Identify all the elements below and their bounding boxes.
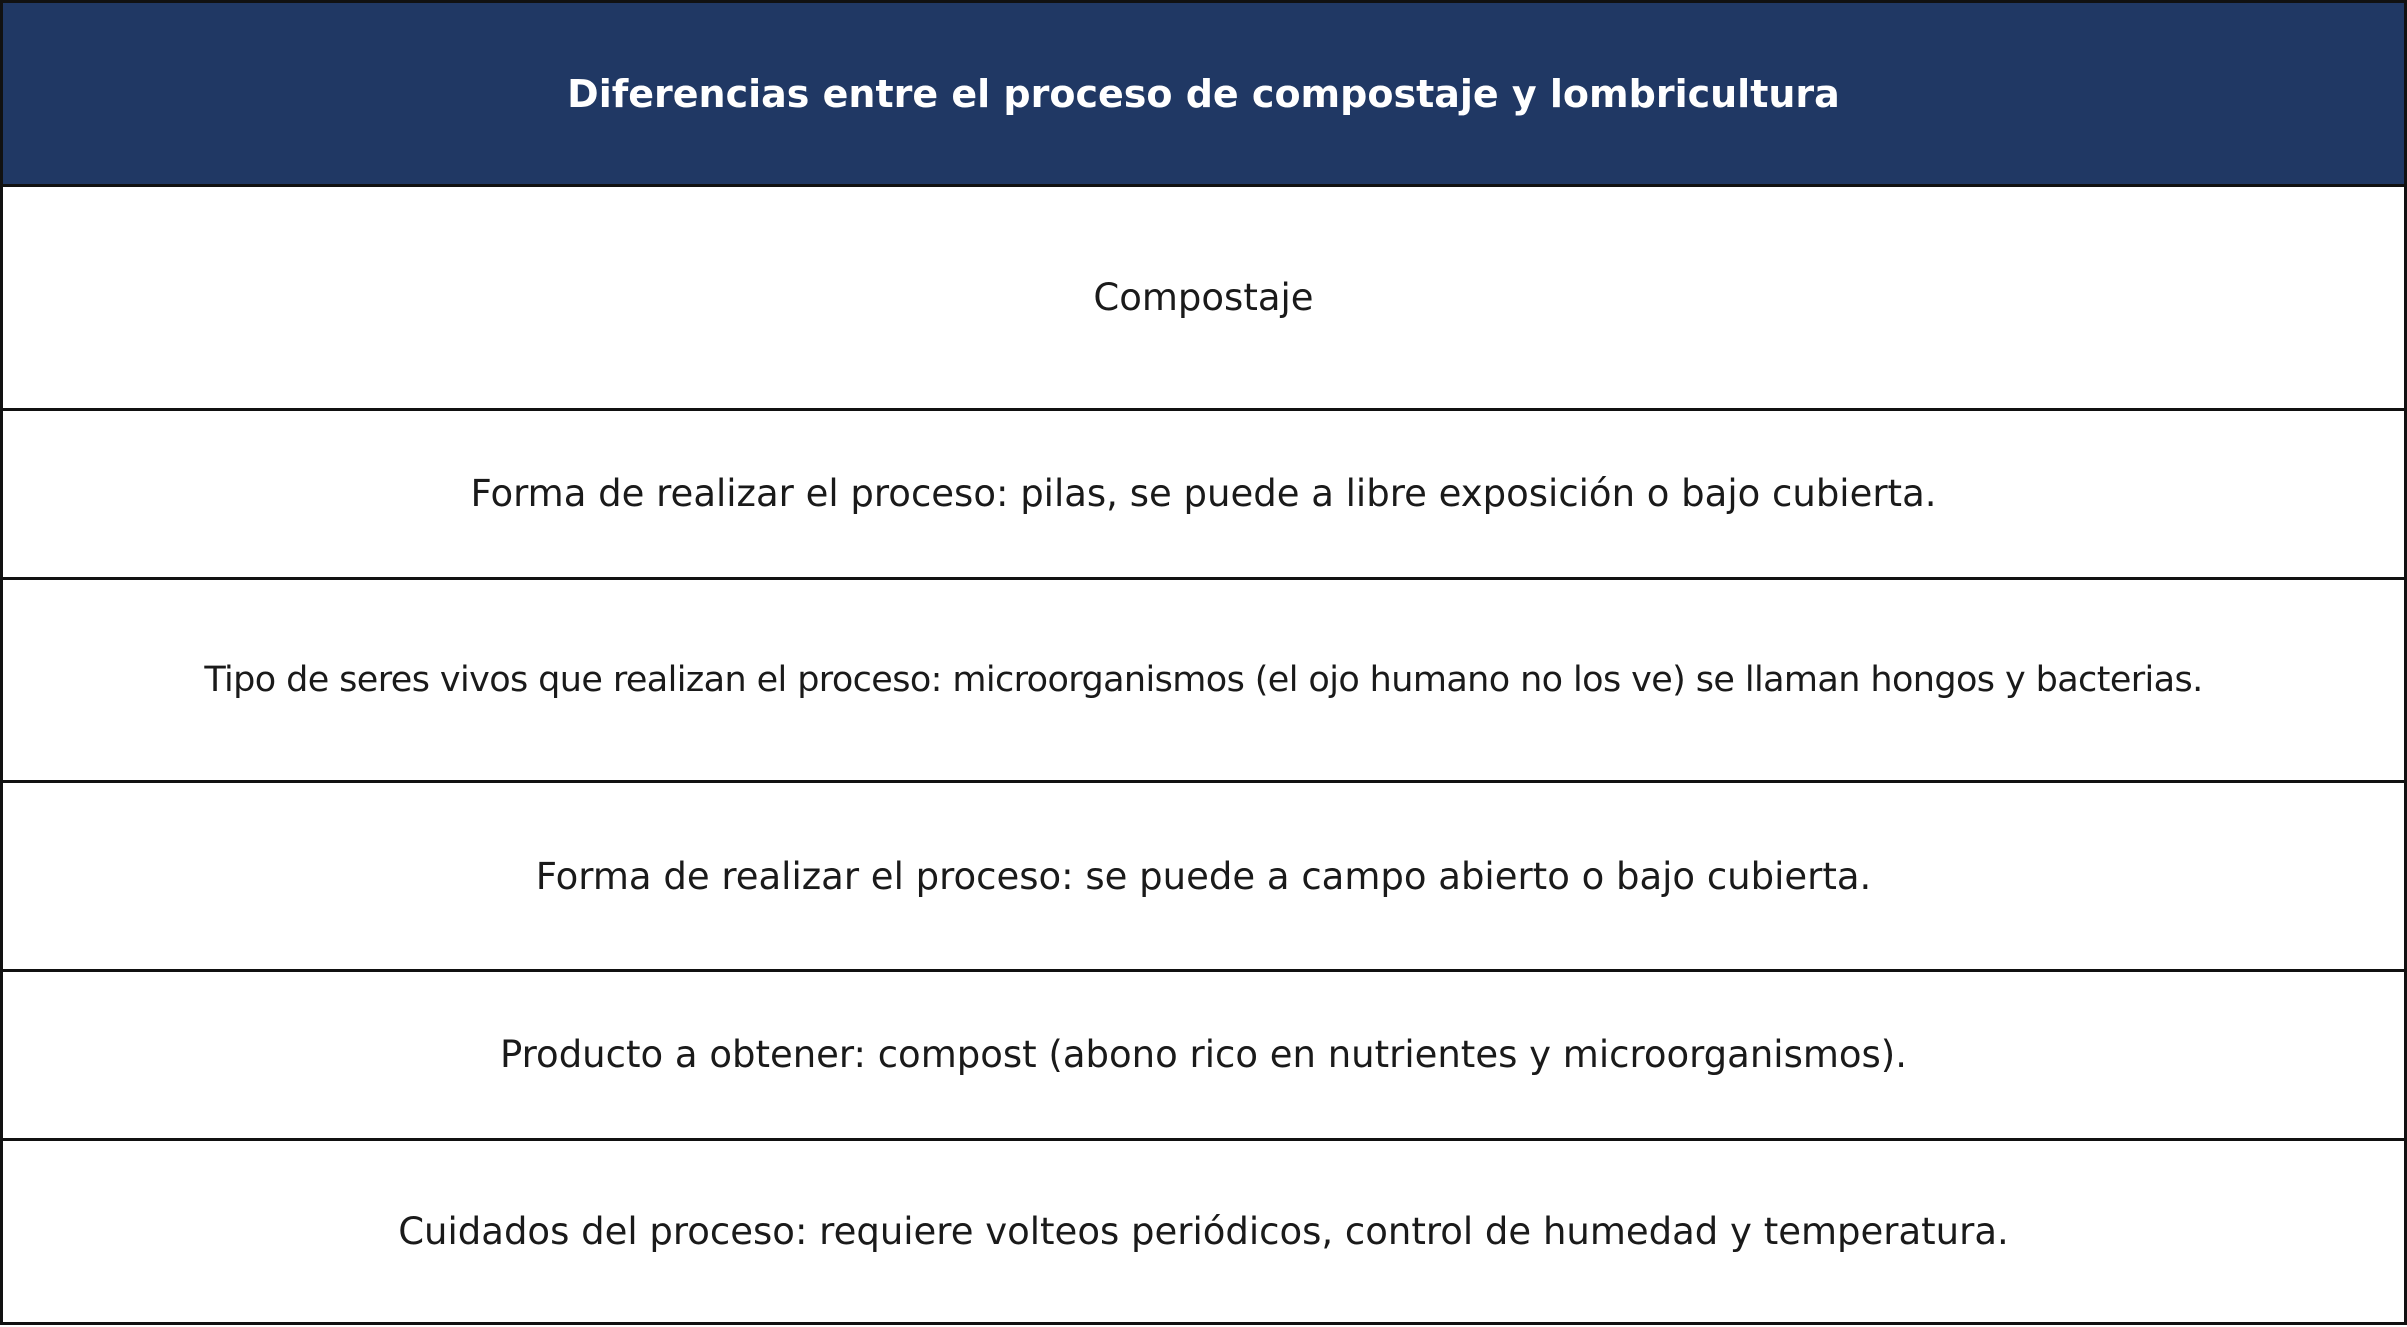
section-label-compostaje: Compostaje <box>2 186 2406 410</box>
table-row <box>2 578 2406 781</box>
row-product: Producto a obtener: compost (abono rico en nutrientes y microorganismos). <box>2 971 2406 1140</box>
row-process-form: Forma de realizar el proceso: pilas, se puede a libre exposición o bajo cubierta. <box>2 409 2406 578</box>
table-row <box>2 1139 2406 1323</box>
table-header-row <box>2 2 2406 186</box>
row-living-beings: Tipo de seres vivos que realizan el proceso: microorganismos (el ojo humano no los ve) se llaman hongos y bacterias. <box>2 578 2406 781</box>
table-row <box>2 971 2406 1140</box>
table-row <box>2 186 2406 410</box>
row-process-form-alt: Forma de realizar el proceso: se puede a campo abierto o bajo cubierta. <box>2 781 2406 970</box>
table-row <box>2 781 2406 970</box>
table-title: Diferencias entre el proceso de compostaje y lombricultura <box>2 2 2406 186</box>
table-row <box>2 409 2406 578</box>
row-process-care: Cuidados del proceso: requiere volteos periódicos, control de humedad y temperatura. <box>2 1139 2406 1323</box>
